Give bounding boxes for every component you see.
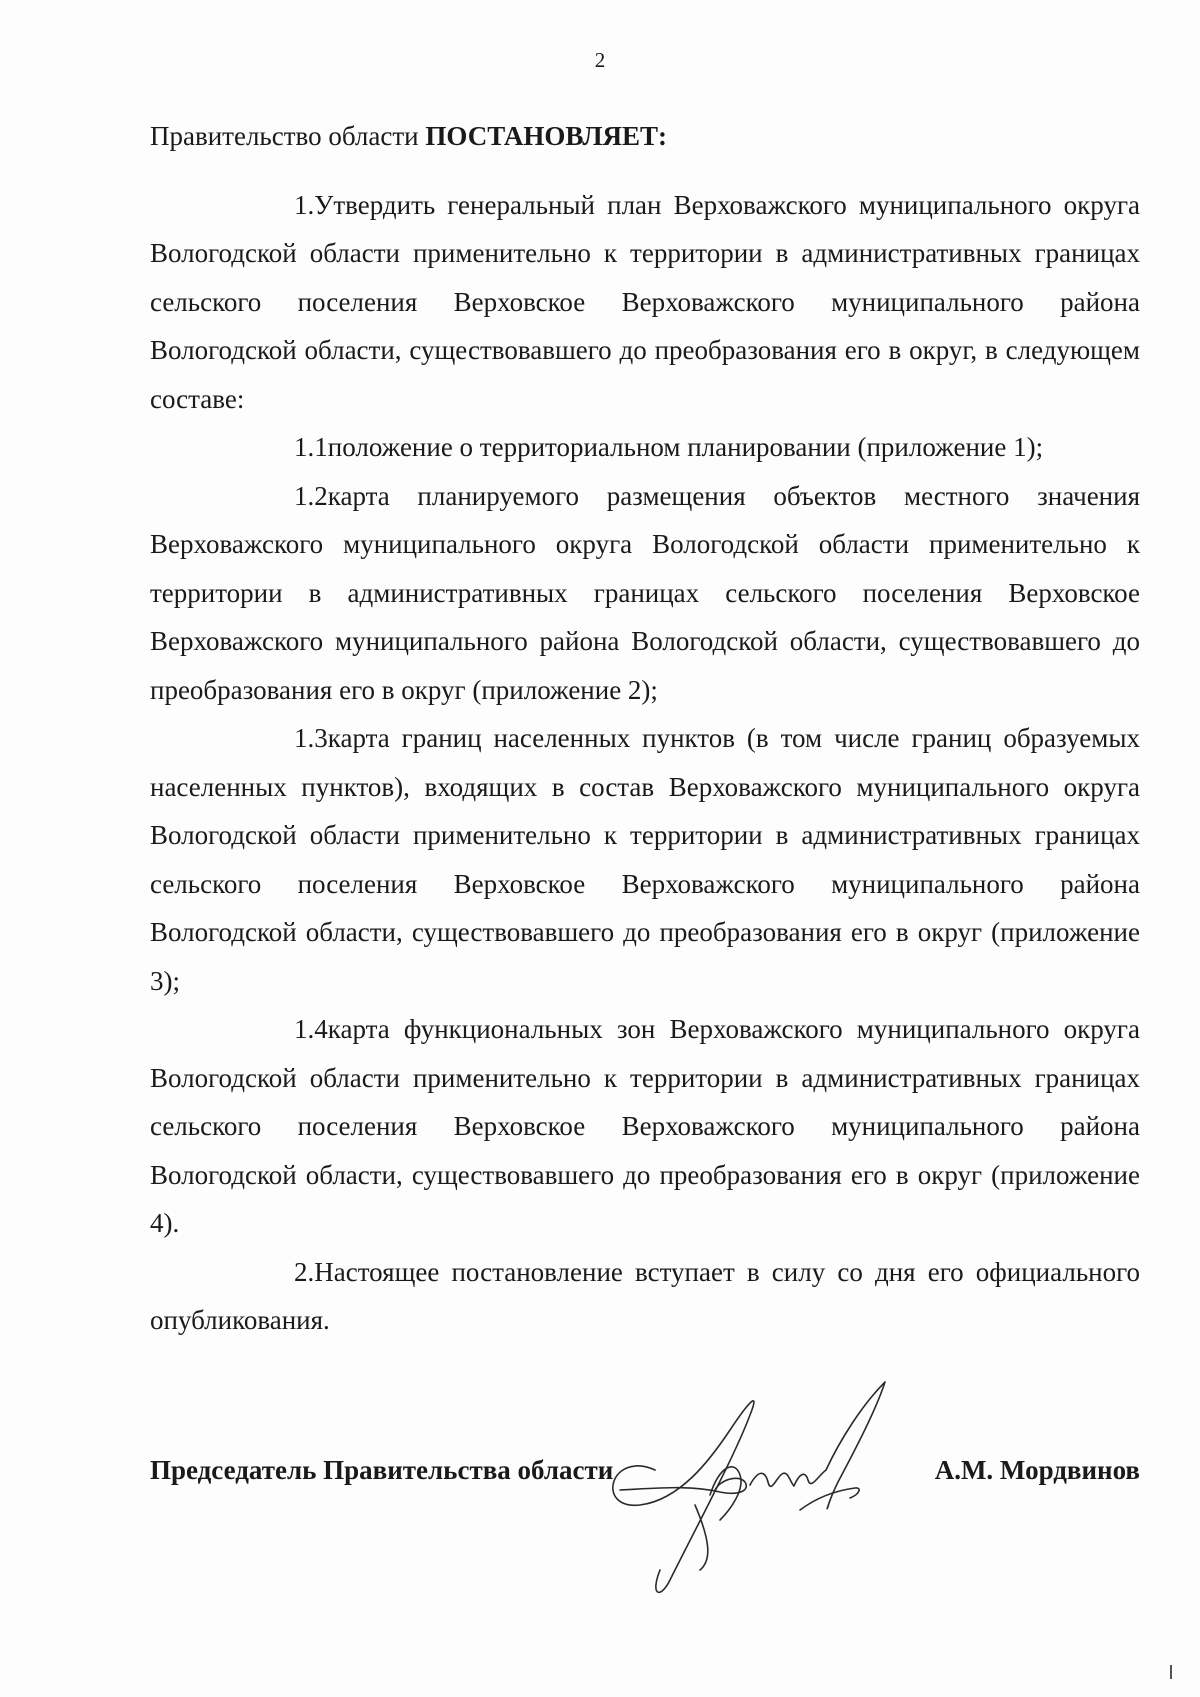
paragraph-text: карта функциональных зон Верховажского муниципального округа Вологодской области применительно к территории в административных границах сельского поселения Верховское Верховажского муниципального района Вологодской области, существовавшего до преобразования его в округ (приложение 4). [150, 1014, 1140, 1238]
paragraph-text: карта границ населенных пунктов (в том числе границ образуемых населенных пунктов), входящих в состав Верховажского муниципального округа Вологодской области применительно к территории в административных границах сельского поселения Верховское Верховажского муниципального района Вологодской области, существовавшего до преобразования его в округ (приложение 3); [150, 723, 1140, 996]
page-number: 2 [594, 48, 606, 72]
paragraph-number: 1.3 [294, 723, 328, 753]
paragraph-text: Утвердить генеральный план Верховажского муниципального округа Вологодской области применительно к территории в административных границах сельского поселения Верховское Верховажского муниципального района Вологодской области, существовавшего до преобразования его в округ, в следующем составе: [150, 189, 1140, 414]
signer-title: Председатель Правительства области [150, 1455, 614, 1485]
paragraph-number: 1. [294, 189, 315, 220]
document-body [150, 112, 1140, 1345]
paragraph-number: 2. [294, 1256, 315, 1287]
paragraph-text: Настоящее постановление вступает в силу со дня его официального опубликования. [150, 1256, 1140, 1335]
paragraph-number: 1.4 [294, 1014, 328, 1044]
scan-artifact [1170, 1665, 1172, 1679]
paragraph-number: 1.2 [294, 480, 328, 511]
paragraph-1-2 [150, 472, 1140, 715]
paragraph-1-1 [150, 423, 1140, 472]
handwritten-signature [600, 1370, 960, 1600]
signer-name: А.М. Мордвинов [934, 1455, 1140, 1485]
paragraph-1-3 [150, 714, 1140, 1005]
paragraph-text: карта планируемого размещения объектов местного значения Верховажского муниципального округа Вологодской области применительно к территории в административных границах сельского поселения Верховское Верховажского муниципального района Вологодской области, существовавшего до преобразования его в округ (приложение 2); [150, 480, 1140, 705]
paragraph-text: положение о территориальном планировании (приложение 1); [327, 432, 1044, 462]
paragraph-1 [150, 181, 1140, 424]
preamble-text: Правительство области [150, 121, 426, 151]
paragraph-1-4 [150, 1005, 1140, 1248]
preamble [150, 112, 1140, 161]
paragraph-2 [150, 1248, 1140, 1345]
paragraph-number: 1.1 [294, 432, 328, 462]
preamble-emphasis: ПОСТАНОВЛЯЕТ: [425, 121, 667, 151]
